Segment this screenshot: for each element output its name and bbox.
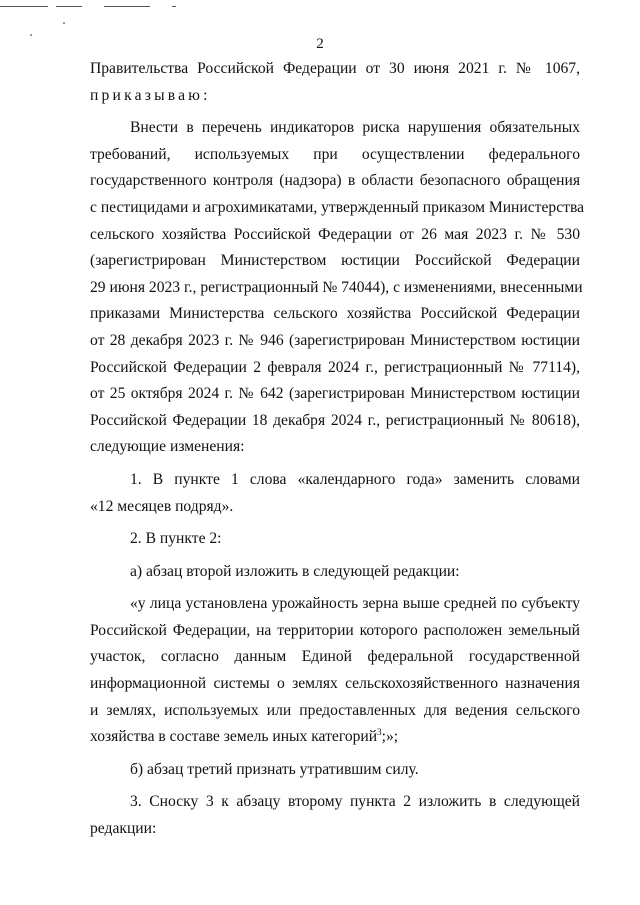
scan-artifact-line	[104, 6, 150, 7]
sub-item-b: б) абзац третий признать утратившим силу.	[130, 760, 419, 778]
text-line: 29 июня 2023 г., регистрационный № 74044), с изменениями, внесенными	[90, 278, 583, 296]
text-line: Российской Федерации 2 февраля 2024 г., регистрационный № 77114),	[90, 358, 580, 376]
text-line: требований, используемых при осуществлении федерального	[90, 145, 580, 163]
sub-item-a: а) абзац второй изложить в следующей редакции:	[130, 562, 460, 580]
text-line: от 28 декабря 2023 г. № 946 (зарегистрирован Министерством юстиции	[90, 331, 580, 349]
text-line: и землях, используемых или предоставленных для ведения сельского	[90, 701, 580, 719]
scan-artifact-line	[56, 6, 82, 7]
page-number: 2	[316, 36, 324, 52]
text-line: приказами Министерства сельского хозяйства Российской Федерации	[90, 305, 580, 323]
scan-artifact-line	[172, 6, 176, 7]
text-line: с пестицидами и агрохимикатами, утвержденный приказом Министерства	[90, 198, 585, 216]
main-paragraph	[90, 115, 585, 461]
footnote-marker: 3	[377, 727, 382, 738]
text-line: от 25 октября 2024 г. № 642 (зарегистрирован Министерством юстиции	[90, 385, 580, 403]
item-2	[90, 526, 580, 783]
text-line: Российской Федерации, на территории которого расположен земельный	[90, 621, 580, 639]
order-word: приказываю:	[90, 86, 211, 104]
document-body	[90, 56, 585, 843]
text-line: Правительства Российской Федерации от 30 июня 2021 г. № 1067,	[90, 60, 580, 77]
quoted-text	[90, 591, 580, 751]
text-line: информационной системы о землях сельскохозяйственного назначения	[90, 675, 580, 693]
text-line: редакции:	[90, 820, 157, 838]
scan-artifact-line	[0, 6, 48, 7]
text-line: Российской Федерации 18 декабря 2024 г., регистрационный № 80618),	[90, 411, 580, 429]
text-line: 1. В пункте 1 слова «календарного года» заменить словами	[130, 470, 580, 488]
text-line: участок, согласно данным Единой федеральной государственной	[90, 648, 580, 666]
text-line: (зарегистрирован Министерством юстиции Российской Федерации	[90, 252, 580, 270]
scan-artifact-dot	[63, 22, 65, 24]
text-line: 3. Сноску 3 к абзацу второму пункта 2 изложить в следующей	[130, 793, 580, 811]
text-line: Внести в перечень индикаторов риска нарушения обязательных	[130, 119, 580, 137]
text-line: государственного контроля (надзора) в области безопасного обращения	[90, 172, 580, 190]
item-3	[90, 789, 580, 842]
text-line: сельского хозяйства Российской Федерации от 26 мая 2023 г. № 530	[90, 225, 580, 243]
text-line	[90, 724, 580, 751]
item-1	[90, 467, 580, 520]
item-heading: 2. В пункте 2:	[130, 530, 222, 548]
text-fragment: хозяйства в составе земель иных категорий	[90, 728, 378, 746]
text-fragment: ;»;	[381, 728, 399, 746]
text-line: «12 месяцев подряд».	[90, 497, 234, 515]
text-line: следующие изменения:	[90, 438, 245, 456]
intro-paragraph	[90, 56, 580, 109]
text-line: «у лица установлена урожайность зерна выше средней по субъекту	[130, 595, 580, 613]
